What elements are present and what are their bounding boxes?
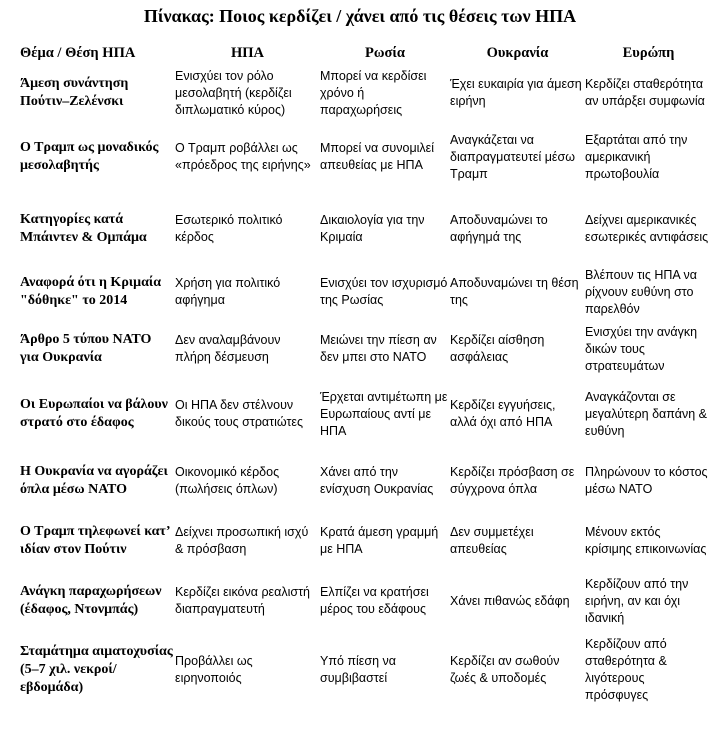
cell-europe: Ενισχύει την ανάγκη δικών τους στρατευμάτων [585,324,698,373]
table-row [20,512,712,570]
table-row [20,120,712,194]
cell-usa: Προβάλλει ως ειρηνοποιός [175,654,253,685]
cell-ukraine: Κερδίζει αίσθηση ασφάλειας [450,333,545,364]
header-europe: Ευρώπη [622,44,675,61]
table-row [20,632,712,708]
cell-usa: Οι ΗΠΑ δεν στέλνουν δικούς τους στρατιώτες [175,398,303,429]
table-row [20,320,712,378]
table-row [20,450,712,512]
row-topic: Άρθρο 5 τύπου ΝΑΤΟ για Ουκρανία [20,332,152,365]
row-topic: Αναφορά ότι η Κριμαία "δόθηκε" το 2014 [20,275,162,308]
row-topic: Ο Τραμπ ως μοναδικός μεσολαβητής [20,140,159,173]
row-topic: Οι Ευρωπαίοι να βάλουν στρατό στο έδαφος [20,397,168,430]
cell-ukraine: Δεν συμμετέχει απευθείας [450,525,534,556]
cell-ukraine: Αναγκάζεται να διαπραγματευτεί μέσω Τραμπ [450,132,575,181]
cell-europe: Κερδίζει σταθερότητα αν υπάρξει συμφωνία [585,77,705,108]
cell-europe: Εξαρτάται από την αμερικανική πρωτοβουλία [585,132,688,181]
header-row [20,40,712,66]
row-topic: Ο Τραμπ τηλεφωνεί κατ’ ιδίαν στον Πούτιν [20,524,170,557]
cell-ukraine: Αποδυναμώνει το αφήγημά της [450,213,548,244]
header-russia: Ρωσία [365,44,405,61]
cell-russia: Υπό πίεση να συμβιβαστεί [320,654,396,685]
cell-ukraine: Αποδυναμώνει τη θέση της [450,276,579,307]
cell-europe: Δείχνει αμερικανικές εσωτερικές αντιφάσεις [585,213,709,244]
row-topic: Ανάγκη παραχωρήσεων (έδαφος, Ντονμπάς) [20,584,162,617]
header-ukraine: Ουκρανία [486,44,549,61]
cell-russia: Κρατά άμεση γραμμή με ΗΠΑ [320,525,439,556]
cell-ukraine: Κερδίζει εγγυήσεις, αλλά όχι από ΗΠΑ [450,398,556,429]
cell-usa: Ενισχύει τον ρόλο μεσολαβητή (κερδίζει διπλωματικό κύρος) [175,68,292,117]
cell-usa: Χρήση για πολιτικό αφήγημα [175,276,281,307]
row-topic: Η Ουκρανία να αγοράζει όπλα μέσω ΝΑΤΟ [20,464,168,497]
cell-europe: Βλέπουν τις ΗΠΑ να ρίχνουν ευθύνη στο παρελθόν [585,267,697,316]
table-title: Πίνακας: Ποιος κερδίζει / χάνει από τις θέσεις των ΗΠΑ [143,6,577,26]
cell-russia: Μειώνει την πίεση αν δεν μπει στο ΝΑΤΟ [320,333,437,364]
cell-europe: Κερδίζουν από σταθερότητα & λιγότερους πρόσφυγες [585,637,667,702]
cell-usa: Δεν αναλαμβάνουν πλήρη δέσμευση [175,333,281,364]
cell-usa: Οικονομικό κέρδος (πωλήσεις όπλων) [175,465,280,496]
row-topic: Κατηγορίες κατά Μπάιντεν & Ομπάμα [20,212,147,245]
cell-ukraine: Χάνει πιθανώς εδάφη [450,593,570,608]
table-row [20,66,712,120]
cell-europe: Πληρώνουν το κόστος μέσω ΝΑΤΟ [585,465,708,496]
header-topic: Θέμα / Θέση ΗΠΑ [20,44,136,61]
cell-russia: Δικαιολογία για την Κριμαία [320,213,425,244]
cell-ukraine: Κερδίζει αν σωθούν ζωές & υποδομές [450,654,560,685]
cell-ukraine: Έχει ευκαιρία για άμεση ειρήνη [450,77,582,108]
cell-russia: Έρχεται αντιμέτωπη με Ευρωπαίους αντί με ΗΠΑ [320,389,448,438]
cell-russia: Ελπίζει να κρατήσει μέρος του εδάφους [320,585,429,616]
table-row [20,264,712,320]
cell-usa: Ο Τραμπ ροβάλλει ως «πρόεδρος της ειρήνης» [175,141,311,172]
cell-europe: Μένουν εκτός κρίσιμης επικοινωνίας [585,525,707,556]
cell-ukraine: Κερδίζει πρόσβαση σε σύγχρονα όπλα [450,465,575,496]
cell-russia: Ενισχύει τον ισχυρισμό της Ρωσίας [320,276,448,307]
cell-russia: Μπορεί να συνομιλεί απευθείας με ΗΠΑ [320,141,435,172]
table-row [20,570,712,632]
gain-loss-table [20,40,712,708]
cell-usa: Κερδίζει εικόνα ρεαλιστή διαπραγματευτή [175,585,310,616]
cell-europe: Κερδίζουν από την ειρήνη, αν και όχι ιδανική [585,576,689,625]
row-topic: Σταμάτημα αιματοχυσίας (5–7 χιλ. νεκροί/εβδομάδα) [20,644,173,695]
cell-russia: Χάνει από την ενίσχυση Ουκρανίας [320,465,434,496]
table-row [20,194,712,264]
header-usa: ΗΠΑ [230,44,265,61]
cell-usa: Δείχνει προσωπική ισχύ & πρόσβαση [175,525,309,556]
table-row [20,378,712,450]
cell-usa: Εσωτερικό πολιτικό κέρδος [175,213,283,244]
cell-russia: Μπορεί να κερδίσει χρόνο ή παραχωρήσεις [320,68,427,117]
row-topic: Άμεση συνάντηση Πούτιν–Ζελένσκι [20,76,129,109]
cell-europe: Αναγκάζονται σε μεγαλύτερη δαπάνη & ευθύνη [585,389,707,438]
